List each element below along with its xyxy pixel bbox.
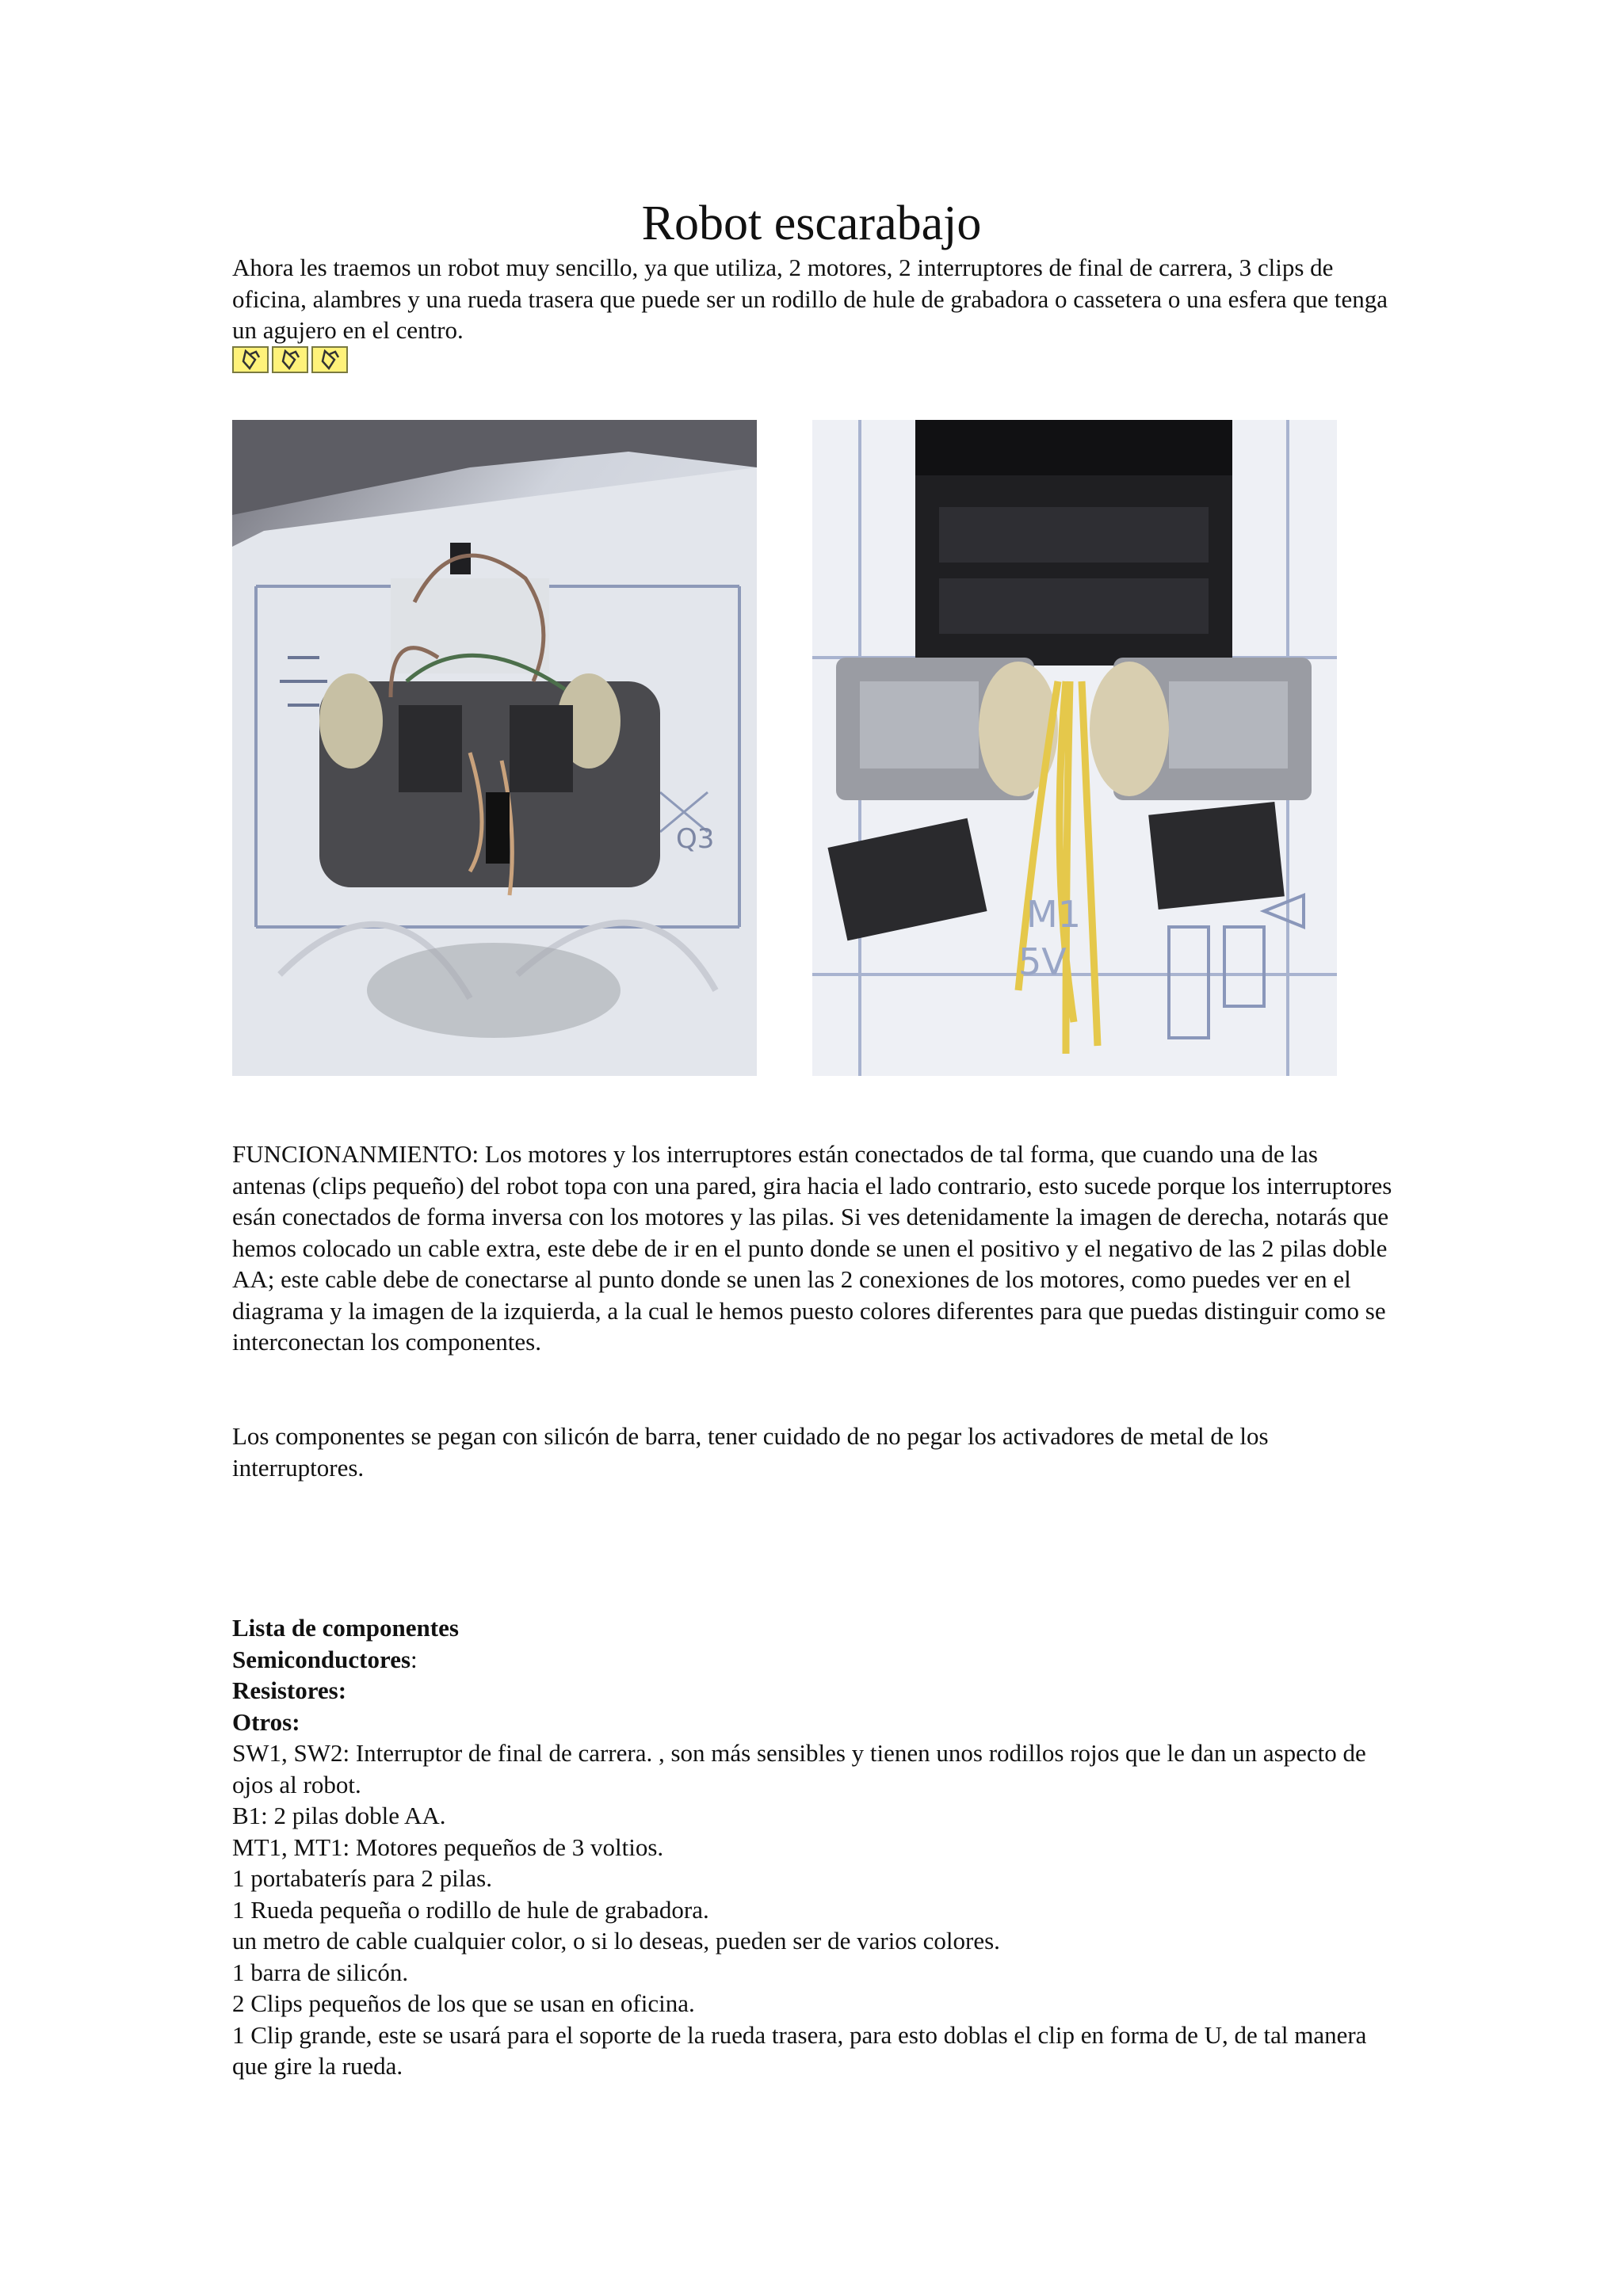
list-item: 2 Clips pequeños de los que se usan en oficina.: [232, 1989, 695, 2017]
rating-icons: [232, 346, 348, 373]
semiconductors-label: Semiconductores: [232, 1645, 411, 1673]
list-item: 1 Rueda pequeña o rodillo de hule de grabadora.: [232, 1895, 709, 1924]
list-item: 1 portabaterís para 2 pilas.: [232, 1864, 492, 1892]
list-item: 1 Clip grande, este se usará para el soporte de la rueda trasera, para esto doblas el clip en forma de U, de tal manera que gire la rueda.: [232, 2020, 1367, 2080]
others-label: Otros:: [232, 1707, 300, 1736]
svg-text:M1: M1: [1026, 893, 1081, 936]
components-heading: Lista de componentes: [232, 1614, 459, 1642]
star-icon: [311, 346, 348, 373]
list-item: SW1, SW2: Interruptor de final de carrera. , son más sensibles y tienen unos rodillos rojos que le dan un aspecto de ojos al robot.: [232, 1739, 1366, 1798]
list-item: 1 barra de silicón.: [232, 1958, 409, 1986]
components-list: [232, 1612, 1405, 2082]
star-icon: [272, 346, 308, 373]
page-title: Robot escarabajo: [641, 196, 982, 250]
svg-text:5V: 5V: [1018, 940, 1067, 983]
star-icon: [232, 346, 269, 373]
functioning-paragraph: [232, 1138, 1397, 1358]
resistors-label: Resistores:: [232, 1676, 347, 1704]
svg-text:Q3: Q3: [676, 823, 715, 855]
components-photo: [812, 420, 1337, 1076]
list-item: B1: 2 pilas doble AA.: [232, 1802, 446, 1829]
semiconductors-colon: :: [411, 1645, 418, 1673]
intro-text: Ahora les traemos un robot muy sencillo, ya que utiliza, 2 motores, 2 interruptores de final de carrera, 3 clips de oficina, alambres y una rueda trasera que puede ser un rodillo de hule de grabadora o cassetera o una esfera que tenga un agujero en el centro.: [232, 254, 1388, 344]
list-item: un metro de cable cualquier color, o si lo deseas, pueden ser de varios colores.: [232, 1927, 1000, 1955]
functioning-text: FUNCIONANMIENTO: Los motores y los interruptores están conectados de tal forma, que cuando una de las antenas (clips pequeño) del robot topa con una pared, gira hacia el lado contrario, esto sucede porque los interruptores esán conectados de forma inversa con los motores y las pilas. Si ves detenidamente la imagen de derecha, notarás que hemos colocado un cable extra, este debe de ir en el punto donde se unen el positivo y el negativo de las 2 pilas doble AA; este cable debe de conectarse al punto donde se unen las 2 conexiones de los motores, como puedes ver en el diagrama y la imagen de la izquierda, a la cual le hemos puesto colores diferentes para que puedas distinguir como se interconectan los componentes.: [232, 1140, 1392, 1356]
intro-paragraph: [232, 252, 1397, 346]
robot-assembled-photo: [232, 420, 757, 1076]
glue-text: Los componentes se pegan con silicón de barra, tener cuidado de no pegar los activadores de metal de los interruptores.: [232, 1422, 1269, 1482]
glue-paragraph: [232, 1421, 1397, 1483]
list-item: MT1, MT1: Motores pequeños de 3 voltios.: [232, 1833, 664, 1861]
